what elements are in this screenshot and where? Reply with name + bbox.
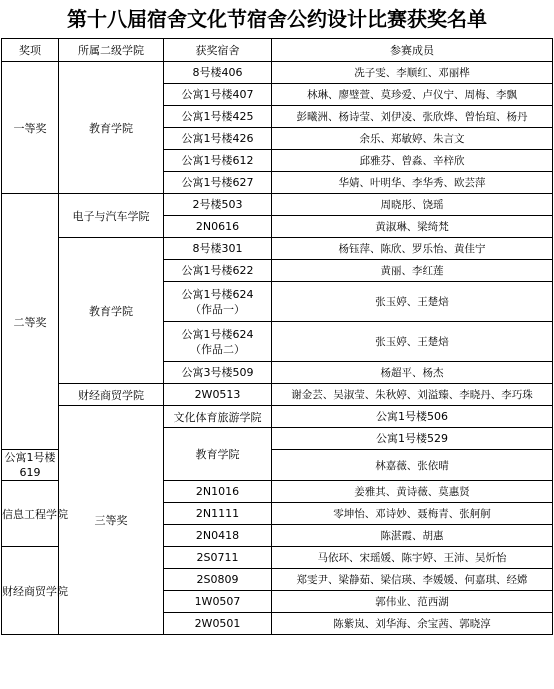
document-title: 第十八届宿舍文化节宿舍公约设计比赛获奖名单: [67, 7, 487, 31]
room-cell: 公寓1号楼425: [164, 106, 272, 128]
members-cell: 华婧、叶明华、李华秀、欧芸萍: [272, 172, 553, 194]
room-cell: 公寓1号楼612: [164, 150, 272, 172]
members-cell: 林琳、廖璧萱、莫珍爱、卢仪宁、周梅、李飘: [272, 84, 553, 106]
room-cell: [164, 322, 272, 362]
members-cell: 谢金芸、吴淑莹、朱秋婷、刘溢臻、李晓丹、李巧珠: [272, 384, 553, 406]
room-cell: 2N1111: [164, 503, 272, 525]
table-header-row: [2, 39, 553, 62]
room-cell: 1W0507: [164, 591, 272, 613]
members-cell: 余乐、郑敏婷、朱言文: [272, 128, 553, 150]
room-cell: 2S0809: [164, 569, 272, 591]
room-cell: 公寓1号楼619: [2, 450, 59, 481]
room-cell: 2号楼503: [164, 194, 272, 216]
room-cell: 2N0616: [164, 216, 272, 238]
members-cell: 陈紫岚、刘华海、余宝茜、郭晓淳: [272, 613, 553, 635]
room-cell: 公寓1号楼529: [272, 428, 553, 450]
members-cell: 陈湛霞、胡惠: [272, 525, 553, 547]
room-name: 公寓1号楼624: [181, 327, 254, 341]
members-cell: 彭曦洲、杨诗莹、刘伊凌、张欣烨、曾怡瑄、杨丹: [272, 106, 553, 128]
room-cell: 公寓3号楼509: [164, 362, 272, 384]
header-members: 参赛成员: [272, 39, 553, 62]
members-cell: 张玉婷、王楚焙: [272, 322, 553, 362]
room-cell: 8号楼301: [164, 238, 272, 260]
college-cell: 文化体育旅游学院: [164, 406, 272, 428]
college-cell: 教育学院: [59, 62, 164, 194]
members-cell: 邱雅芬、曾淼、辛梓欣: [272, 150, 553, 172]
header-room: 获奖宿舍: [164, 39, 272, 62]
members-cell: 郑雯尹、梁静茹、梁信瑛、李媛媛、何嘉琪、经嫦: [272, 569, 553, 591]
members-cell: 冼子雯、李顺红、邓丽桦: [272, 62, 553, 84]
members-cell: 杨超平、杨杰: [272, 362, 553, 384]
room-cell: 公寓1号楼506: [272, 406, 553, 428]
college-cell: 教育学院: [164, 428, 272, 481]
room-note: （作品二）: [190, 342, 245, 356]
room-cell: 公寓1号楼407: [164, 84, 272, 106]
college-cell: 电子与汽车学院: [59, 194, 164, 238]
award-second-prize: 二等奖: [2, 194, 59, 450]
room-cell: 公寓1号楼426: [164, 128, 272, 150]
room-cell: [164, 282, 272, 322]
award-first-prize: 一等奖: [2, 62, 59, 194]
room-cell: 公寓1号楼627: [164, 172, 272, 194]
college-cell: 财经商贸学院: [59, 384, 164, 406]
room-cell: 公寓1号楼622: [164, 260, 272, 282]
college-cell: 教育学院: [59, 238, 164, 384]
members-cell: 黄丽、李红莲: [272, 260, 553, 282]
members-cell: 马依环、宋瑶媛、陈宇婷、王沛、吴炘怡: [272, 547, 553, 569]
room-cell: 2N0418: [164, 525, 272, 547]
table-row: [2, 194, 553, 216]
header-award: 奖项: [2, 39, 59, 62]
college-cell: 信息工程学院: [2, 481, 59, 547]
room-cell: 2N1016: [164, 481, 272, 503]
members-cell: 张玉婷、王楚焙: [272, 282, 553, 322]
members-cell: 姜雅其、黄诗薇、莫惠贤: [272, 481, 553, 503]
college-cell: 财经商贸学院: [2, 547, 59, 635]
room-cell: 2S0711: [164, 547, 272, 569]
room-name: 公寓1号楼624: [181, 287, 254, 301]
table-row: [2, 238, 553, 260]
members-cell: 周晓彤、饶瑶: [272, 194, 553, 216]
room-cell: 2W0501: [164, 613, 272, 635]
members-cell: 杨钰萍、陈欣、罗乐怡、黄佳宁: [272, 238, 553, 260]
members-cell: 零坤怡、邓诗妙、聂梅青、张舸舸: [272, 503, 553, 525]
room-cell: 8号楼406: [164, 62, 272, 84]
members-cell: 郭伟业、范西湖: [272, 591, 553, 613]
members-cell: 林嘉薇、张依晴: [272, 450, 553, 481]
award-table: [1, 38, 553, 635]
table-row: [2, 406, 553, 428]
table-row: [2, 384, 553, 406]
header-college: 所属二级学院: [59, 39, 164, 62]
room-note: （作品一）: [190, 302, 245, 316]
award-third-prize: 三等奖: [59, 406, 164, 635]
members-cell: 黄淑琳、梁绮梵: [272, 216, 553, 238]
table-row: [2, 62, 553, 84]
room-cell: 2W0513: [164, 384, 272, 406]
